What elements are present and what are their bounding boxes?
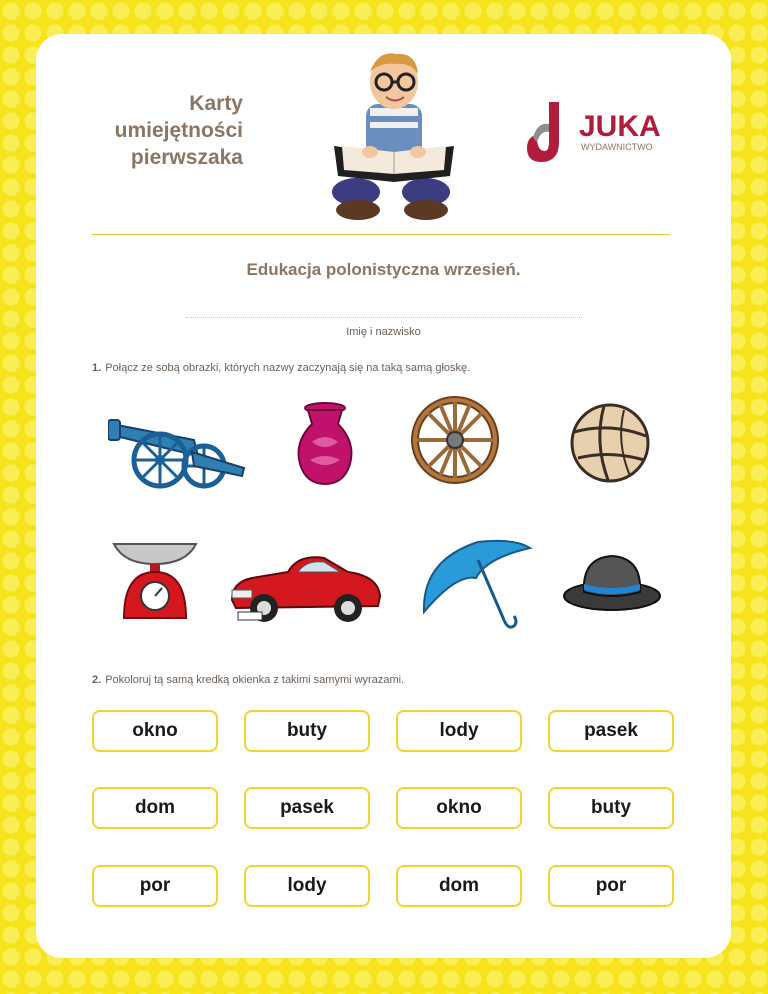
car-icon[interactable]	[228, 546, 384, 626]
title-line-2: umiejętności	[114, 119, 243, 142]
umbrella-icon[interactable]	[416, 538, 534, 634]
task-1-number: 1.	[92, 362, 102, 374]
word-box[interactable]: por	[92, 865, 218, 907]
cannon-icon[interactable]	[108, 402, 248, 492]
header-divider	[92, 234, 670, 235]
word-box[interactable]: pasek	[244, 787, 370, 829]
vase-icon[interactable]	[292, 402, 358, 488]
word-box[interactable]: dom	[92, 787, 218, 829]
juka-logo	[523, 98, 673, 168]
worksheet-heading: Edukacja polonistyczna wrzesień.	[246, 260, 521, 279]
name-label: Imię i nazwisko	[346, 326, 421, 338]
ball-icon[interactable]	[564, 402, 656, 484]
logo-text: JUKA	[579, 110, 661, 143]
task-1-instruction	[92, 362, 470, 374]
task-2-number: 2.	[92, 674, 102, 686]
word-box[interactable]: pasek	[548, 710, 674, 752]
hat-icon[interactable]	[562, 546, 662, 616]
word-box[interactable]: por	[548, 865, 674, 907]
task-1-text: Połącz ze sobą obrazki, których nazwy zaczynają się na taką samą głoskę.	[105, 362, 471, 374]
title-line-3: pierwszaka	[130, 146, 243, 169]
word-box[interactable]: lody	[396, 710, 522, 752]
word-box[interactable]: okno	[396, 787, 522, 829]
word-box[interactable]: dom	[396, 865, 522, 907]
wheel-icon[interactable]	[410, 390, 500, 490]
boy-reading-illustration	[318, 42, 468, 226]
word-box[interactable]: buty	[548, 787, 674, 829]
name-input-line[interactable]	[186, 317, 582, 318]
word-box[interactable]: buty	[244, 710, 370, 752]
task-2-instruction	[92, 674, 404, 686]
task-2-text: Pokoloruj tą samą kredką okienka z takimi samymi wyrazami.	[105, 674, 405, 686]
worksheet-card	[36, 34, 731, 958]
scale-icon[interactable]	[110, 538, 200, 624]
worksheet-title	[43, 90, 243, 171]
logo-subtext: WYDAWNICTWO	[581, 142, 653, 152]
word-box[interactable]: okno	[92, 710, 218, 752]
word-box[interactable]: lody	[244, 865, 370, 907]
title-line-1: Karty	[189, 92, 243, 115]
